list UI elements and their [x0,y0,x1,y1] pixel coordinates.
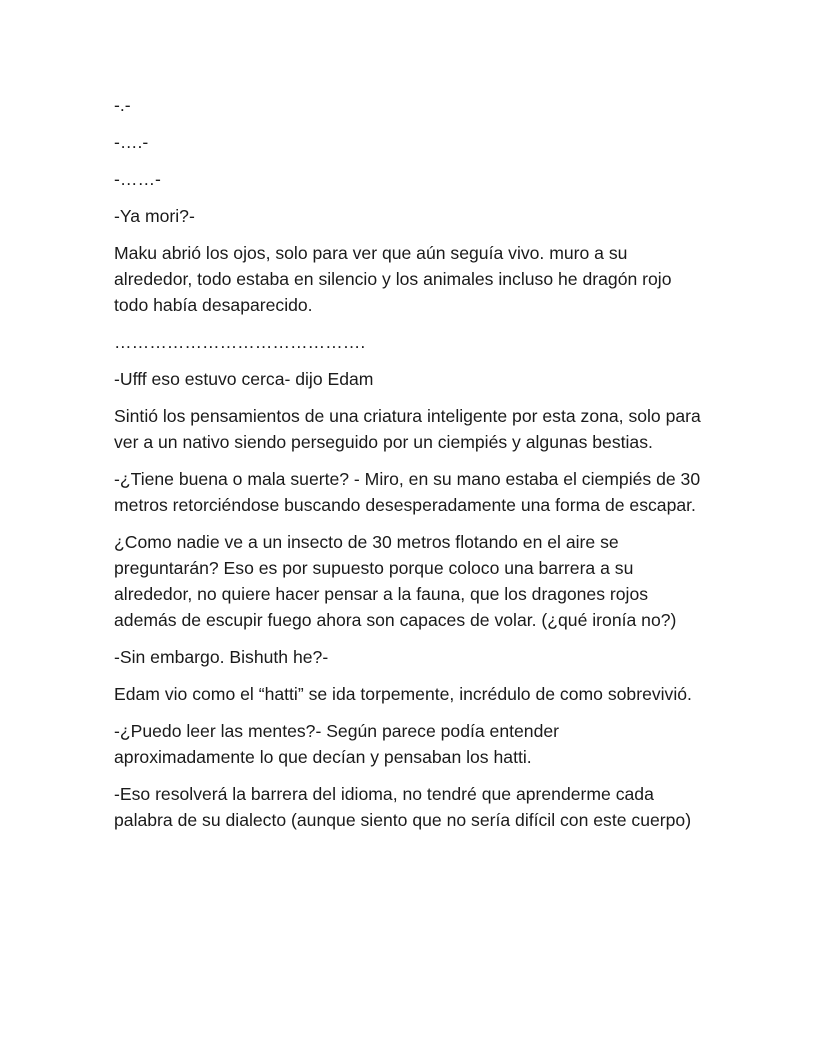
document-body [114,92,704,844]
paragraph-separator: ……………………………………. [114,332,366,352]
paragraph: ¿Como nadie ve a un insecto de 30 metros flotando en el aire se preguntarán? Eso es por supuesto porque coloco una barrera a su alrededor, no quiere hacer pensar a la fauna, que los dragones rojos además de escupir fuego ahora son capaces de volar. (¿qué ironía no?) [114,532,677,630]
paragraph: -.- [114,95,131,115]
paragraph: -Ya mori?- [114,206,195,226]
paragraph: -……- [114,169,161,189]
paragraph: -….- [114,132,149,152]
paragraph: -¿Tiene buena o mala suerte? - Miro, en su mano estaba el ciempiés de 30 metros retorciéndose buscando desesperadamente una forma de escapar. [114,469,701,515]
paragraph: -¿Puedo leer las mentes?- Según parece podía entender aproximadamente lo que decían y pensaban los hatti. [114,721,560,767]
paragraph: Edam vio como el “hatti” se ida torpemente, incrédulo de como sobrevivió. [114,684,692,704]
paragraph: -Ufff eso estuvo cerca- dijo Edam [114,369,374,389]
paragraph: Sintió los pensamientos de una criatura inteligente por esta zona, solo para ver a un nativo siendo perseguido por un ciempiés y algunas bestias. [114,406,701,452]
paragraph: Maku abrió los ojos, solo para ver que aún seguía vivo. muro a su alrededor, todo estaba en silencio y los animales incluso he dragón rojo todo había desaparecido. [114,243,672,315]
paragraph: -Sin embargo. Bishuth he?- [114,647,329,667]
paragraph: -Eso resolverá la barrera del idioma, no tendré que aprenderme cada palabra de su dialecto (aunque siento que no sería difícil con este cuerpo) [114,784,692,830]
